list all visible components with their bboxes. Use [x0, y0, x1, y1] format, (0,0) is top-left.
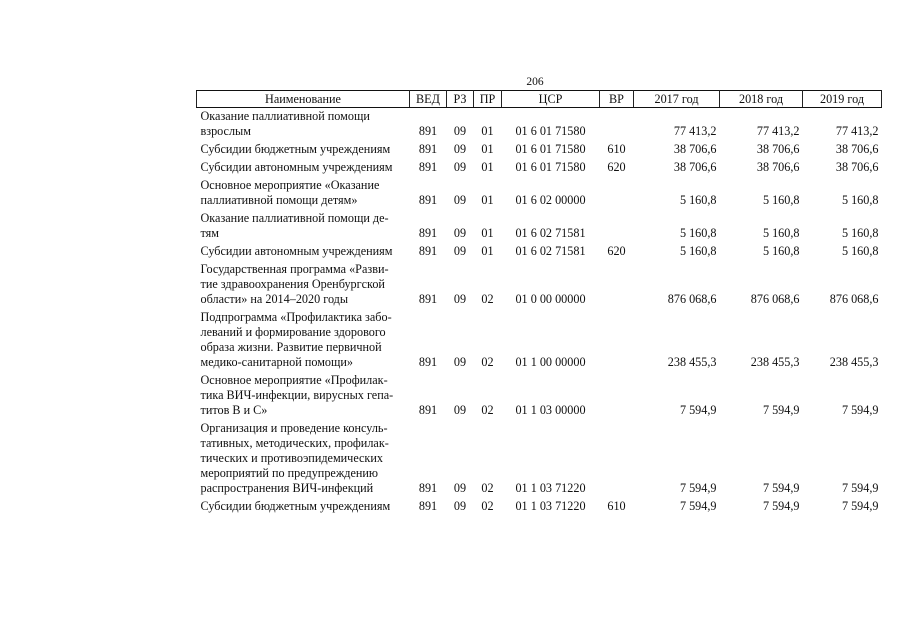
- row-y2018: 876 068,6: [750, 292, 800, 306]
- row-y2018: 7 594,9: [762, 481, 800, 495]
- row-y2019: 5 160,8: [841, 244, 879, 258]
- row-rz: 09: [453, 160, 467, 174]
- row-name-line: Субсидии бюджетным учреждениям: [200, 499, 391, 513]
- table-row: [197, 243, 882, 261]
- row-y2019: 876 068,6: [829, 292, 879, 306]
- row-y2017: 5 160,8: [679, 226, 717, 240]
- row-vr: 620: [607, 244, 626, 258]
- budget-table: [196, 90, 882, 516]
- table-header-row: [197, 91, 882, 108]
- row-rz: 09: [453, 142, 467, 156]
- table-row: [197, 108, 882, 142]
- row-ved: 891: [418, 142, 438, 156]
- header-csr: ЦСР: [502, 91, 600, 108]
- row-pr: 02: [481, 403, 494, 417]
- row-pr: 01: [481, 226, 494, 240]
- row-ved: 891: [418, 193, 438, 207]
- row-csr: 01 1 00 00000: [515, 355, 586, 369]
- row-name: [197, 159, 410, 177]
- row-y2019: 77 413,2: [835, 124, 879, 138]
- page-number: 206: [526, 76, 544, 88]
- row-name-line: Основное мероприятие «Профилак-: [200, 373, 388, 387]
- row-name-line: области» на 2014–2020 годы: [200, 292, 349, 306]
- header-ved: ВЕД: [410, 91, 447, 108]
- row-y2018: 5 160,8: [762, 244, 800, 258]
- row-y2019: 7 594,9: [841, 403, 879, 417]
- row-name-line: мероприятий по предупреждению: [200, 466, 378, 480]
- row-name-line: тие здравоохранения Оренбургской: [200, 277, 385, 291]
- row-pr: 02: [481, 499, 494, 513]
- row-name-line: тических и противоэпидемических: [200, 451, 383, 465]
- row-name: [197, 498, 410, 516]
- row-y2018: 5 160,8: [762, 193, 800, 207]
- row-name-line: титов В и С»: [200, 403, 268, 417]
- row-rz: 09: [453, 355, 467, 369]
- row-y2017: 238 455,3: [667, 355, 717, 369]
- row-ved: 891: [418, 124, 438, 138]
- row-y2017: 7 594,9: [679, 481, 717, 495]
- row-name-line: образа жизни. Развитие первичной: [200, 340, 382, 354]
- row-y2017: 7 594,9: [679, 403, 717, 417]
- table-row: [197, 261, 882, 309]
- row-y2017: 876 068,6: [667, 292, 717, 306]
- row-y2018: 238 455,3: [750, 355, 800, 369]
- row-ved: 891: [418, 292, 438, 306]
- row-name-line: Оказание паллиативной помощи: [200, 109, 370, 123]
- row-vr: 620: [607, 160, 626, 174]
- row-pr: 02: [481, 292, 494, 306]
- row-name-line: Основное мероприятие «Оказание: [200, 178, 380, 192]
- table-row: [197, 498, 882, 516]
- row-rz: 09: [453, 292, 467, 306]
- row-rz: 09: [453, 481, 467, 495]
- row-name-line: Субсидии автономным учреждениям: [200, 244, 393, 258]
- table-row: [197, 210, 882, 243]
- row-y2017: 38 706,6: [673, 160, 717, 174]
- row-y2019: 7 594,9: [841, 499, 879, 513]
- row-name: [197, 261, 410, 309]
- row-csr: 01 1 03 71220: [515, 499, 586, 513]
- row-vr: [600, 372, 634, 420]
- row-rz: 09: [453, 244, 467, 258]
- row-y2017: 7 594,9: [679, 499, 717, 513]
- row-vr: 610: [607, 142, 626, 156]
- row-y2018: 7 594,9: [762, 499, 800, 513]
- row-name-line: Подпрограмма «Профилактика забо-: [200, 310, 392, 324]
- row-csr: 01 6 02 71581: [515, 226, 586, 240]
- row-y2019: 238 455,3: [829, 355, 879, 369]
- row-ved: 891: [418, 481, 438, 495]
- row-name-line: леваний и формирование здорового: [200, 325, 386, 339]
- row-vr: [600, 177, 634, 210]
- table-row: [197, 420, 882, 498]
- row-rz: 09: [453, 226, 467, 240]
- row-y2018: 38 706,6: [756, 160, 800, 174]
- row-y2017: 5 160,8: [679, 193, 717, 207]
- row-y2018: 77 413,2: [756, 124, 800, 138]
- row-vr: [600, 261, 634, 309]
- row-vr: [600, 309, 634, 372]
- row-pr: 02: [481, 355, 494, 369]
- row-name: [197, 372, 410, 420]
- row-name: [197, 420, 410, 498]
- row-y2017: 77 413,2: [673, 124, 717, 138]
- row-vr: [600, 210, 634, 243]
- row-name-line: тика ВИЧ-инфекции, вирусных гепа-: [200, 388, 394, 402]
- table-row: [197, 372, 882, 420]
- row-ved: 891: [418, 499, 438, 513]
- row-pr: 01: [481, 124, 494, 138]
- row-name: [197, 177, 410, 210]
- row-pr: 01: [481, 160, 494, 174]
- row-y2018: 7 594,9: [762, 403, 800, 417]
- row-name-line: Государственная программа «Разви-: [200, 262, 389, 276]
- row-ved: 891: [418, 226, 438, 240]
- row-ved: 891: [418, 355, 438, 369]
- row-pr: 01: [481, 142, 494, 156]
- row-vr: [600, 108, 634, 142]
- row-name-line: тям: [200, 226, 219, 240]
- row-name: [197, 210, 410, 243]
- row-name: [197, 108, 410, 142]
- row-ved: 891: [418, 403, 438, 417]
- row-csr: 01 1 03 00000: [515, 403, 586, 417]
- header-2017: 2017 год: [634, 91, 720, 108]
- row-name-line: Субсидии бюджетным учреждениям: [200, 142, 391, 156]
- row-y2018: 5 160,8: [762, 226, 800, 240]
- table-body: [197, 108, 882, 517]
- table-row: [197, 177, 882, 210]
- row-name: [197, 309, 410, 372]
- header-2018: 2018 год: [720, 91, 803, 108]
- row-ved: 891: [418, 160, 438, 174]
- header-2019: 2019 год: [803, 91, 882, 108]
- row-name-line: тативных, методических, профилак-: [200, 436, 389, 450]
- row-csr: 01 6 01 71580: [515, 124, 586, 138]
- row-rz: 09: [453, 193, 467, 207]
- row-name-line: паллиативной помощи детям»: [200, 193, 358, 207]
- table-row: [197, 309, 882, 372]
- row-ved: 891: [418, 244, 438, 258]
- row-name-line: медико-санитарной помощи»: [200, 355, 354, 369]
- row-name-line: Субсидии автономным учреждениям: [200, 160, 393, 174]
- row-pr: 02: [481, 481, 494, 495]
- row-y2019: 5 160,8: [841, 226, 879, 240]
- header-name: Наименование: [197, 91, 410, 108]
- row-name-line: взрослым: [200, 124, 251, 138]
- row-pr: 01: [481, 244, 494, 258]
- row-y2017: 38 706,6: [673, 142, 717, 156]
- row-rz: 09: [453, 124, 467, 138]
- row-csr: 01 6 01 71580: [515, 160, 586, 174]
- row-csr: 01 6 02 71581: [515, 244, 586, 258]
- table-row: [197, 141, 882, 159]
- header-vr: ВР: [600, 91, 634, 108]
- row-name-line: распространения ВИЧ-инфекций: [200, 481, 374, 495]
- row-vr: [600, 420, 634, 498]
- row-y2019: 38 706,6: [835, 160, 879, 174]
- row-pr: 01: [481, 193, 494, 207]
- table-row: [197, 159, 882, 177]
- row-csr: 01 0 00 00000: [515, 292, 586, 306]
- row-name: [197, 243, 410, 261]
- row-y2018: 38 706,6: [756, 142, 800, 156]
- row-y2019: 38 706,6: [835, 142, 879, 156]
- row-csr: 01 1 03 71220: [515, 481, 586, 495]
- row-rz: 09: [453, 499, 467, 513]
- header-rz: РЗ: [447, 91, 474, 108]
- header-pr: ПР: [474, 91, 502, 108]
- row-y2017: 5 160,8: [679, 244, 717, 258]
- row-y2019: 5 160,8: [841, 193, 879, 207]
- row-csr: 01 6 02 00000: [515, 193, 586, 207]
- row-name-line: Оказание паллиативной помощи де-: [200, 211, 389, 225]
- row-y2019: 7 594,9: [841, 481, 879, 495]
- row-vr: 610: [607, 499, 626, 513]
- row-csr: 01 6 01 71580: [515, 142, 586, 156]
- row-name: [197, 141, 410, 159]
- row-rz: 09: [453, 403, 467, 417]
- row-name-line: Организация и проведение консуль-: [200, 421, 388, 435]
